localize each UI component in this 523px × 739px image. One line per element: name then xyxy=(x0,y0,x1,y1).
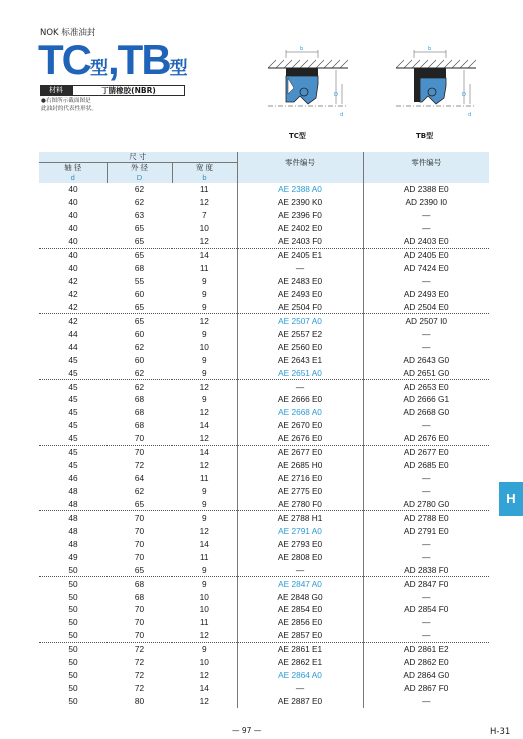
shaft-cell: 45 xyxy=(39,380,107,393)
model-tb: TB xyxy=(117,36,170,83)
width-cell: 9 xyxy=(201,328,207,339)
table-row xyxy=(39,682,489,695)
shaft-cell: 50 xyxy=(68,564,78,575)
shaft-cell: 50 xyxy=(68,657,78,668)
table-row xyxy=(39,209,489,222)
outer-cell: 68 xyxy=(134,407,145,418)
outer-cell: 68 xyxy=(134,263,145,274)
table-row xyxy=(39,353,489,366)
shaft-cell: 42 xyxy=(39,314,107,327)
width-cell: 10 xyxy=(199,591,209,602)
width-cell: 11 xyxy=(199,551,209,562)
outer-cell: 72 xyxy=(134,670,145,681)
outer-cell: 65 xyxy=(134,236,145,247)
note-line-1: ●右图所示截面图是 xyxy=(41,98,91,104)
tc-dim-D: D xyxy=(334,92,338,98)
shaft-cell: 45 xyxy=(68,367,78,378)
shaft-cell: 42 xyxy=(68,276,78,287)
model-tc: TC xyxy=(38,36,90,83)
table-row xyxy=(39,459,489,472)
shaft-cell: 44 xyxy=(68,328,78,339)
tc-dim-d: d xyxy=(340,112,344,118)
table-row xyxy=(39,445,489,458)
width-cell: 12 xyxy=(199,407,209,418)
outer-cell: 68 xyxy=(107,577,172,590)
tb-part-cell: AD 2791 E0 xyxy=(363,524,489,537)
width-cell: 9 xyxy=(201,564,207,575)
tc-part-cell: — xyxy=(237,563,363,576)
tc-part-cell: — xyxy=(237,682,363,695)
tc-part-header: 零件编号 xyxy=(237,152,363,173)
type-char-1: 型 xyxy=(90,58,108,78)
table-row xyxy=(39,340,489,353)
tb-part-cell: AD 2507 I0 xyxy=(363,314,489,327)
shaft-cell: 50 xyxy=(39,642,107,655)
shaft-cell: 40 xyxy=(68,236,78,247)
tc-part-cell: AE 2847 A0 xyxy=(237,577,363,590)
table-row xyxy=(39,248,489,261)
table-row xyxy=(39,406,489,419)
width-cell: 12 xyxy=(199,460,209,471)
tb-part-cell: — xyxy=(363,275,489,288)
table-row xyxy=(39,275,489,288)
outer-cell: 70 xyxy=(134,525,145,536)
tc-part-cell: AE 2643 E1 xyxy=(237,353,363,366)
tb-part-cell: AD 2405 E0 xyxy=(363,248,489,261)
tc-part-cell: AE 2557 E2 xyxy=(237,327,363,340)
tb-part-cell: AD 2847 F0 xyxy=(363,577,489,590)
width-cell: 9 xyxy=(172,642,237,655)
width-cell: 14 xyxy=(172,248,237,261)
width-cell: 12 xyxy=(172,314,237,327)
shaft-cell: 40 xyxy=(39,248,107,261)
tc-part-cell: AE 2716 E0 xyxy=(237,472,363,485)
outer-cell: 70 xyxy=(134,551,145,562)
outer-cell: 80 xyxy=(134,696,145,707)
width-cell: 7 xyxy=(201,210,207,221)
outer-cell: 65 xyxy=(134,223,145,234)
tc-part-cell: AE 2668 A0 xyxy=(237,406,363,419)
shaft-cell: 48 xyxy=(68,525,78,536)
table-row xyxy=(39,616,489,629)
outer-cell: 65 xyxy=(134,301,145,312)
tb-part-cell: AD 2403 E0 xyxy=(363,235,489,248)
table-row xyxy=(39,669,489,682)
tc-part-cell: AE 2388 A0 xyxy=(237,183,363,196)
width-cell: 14 xyxy=(199,538,209,549)
table-row xyxy=(39,577,489,590)
note-line-2: 此油封的代表性形状。 xyxy=(41,105,97,112)
type-char-2: 型 xyxy=(169,58,188,78)
outer-cell: 72 xyxy=(134,460,145,471)
table-row xyxy=(39,419,489,432)
tb-part-cell: — xyxy=(363,340,489,353)
shaft-cell: 45 xyxy=(39,445,107,458)
shaft-cell: 48 xyxy=(68,498,78,509)
shaft-cell: 48 xyxy=(68,538,78,549)
outer-cell: 64 xyxy=(134,473,145,484)
width-cell: 10 xyxy=(199,223,209,234)
shaft-cell: 48 xyxy=(39,511,107,524)
tb-caption: TB型 xyxy=(416,132,434,140)
tc-part-cell: AE 2493 E0 xyxy=(237,288,363,301)
tc-part-cell: AE 2403 F0 xyxy=(237,235,363,248)
tc-caption: TC型 xyxy=(289,132,306,140)
outer-cell: 68 xyxy=(134,394,145,405)
tc-part-cell: AE 2775 E0 xyxy=(237,485,363,498)
tc-part-cell: — xyxy=(237,262,363,275)
tb-part-cell: AD 2861 E2 xyxy=(363,642,489,655)
width-cell: 10 xyxy=(199,657,209,668)
outer-cell: 68 xyxy=(134,420,145,431)
outer-cell: 70 xyxy=(134,604,145,615)
width-cell: 9 xyxy=(201,301,207,312)
tb-part-cell: AD 2854 F0 xyxy=(363,603,489,616)
shaft-cell: 40 xyxy=(68,184,78,195)
outer-cell: 65 xyxy=(134,498,145,509)
tc-part-cell: — xyxy=(237,380,363,393)
outer-cell: 62 xyxy=(134,184,145,195)
outer-cell: 63 xyxy=(134,210,145,221)
width-cell: 9 xyxy=(201,486,207,497)
outer-cell: 62 xyxy=(107,380,172,393)
width-cell: 12 xyxy=(172,380,237,393)
tc-part-cell: AE 2670 E0 xyxy=(237,419,363,432)
tb-part-cell: AD 2838 F0 xyxy=(363,563,489,576)
shaft-cell: 50 xyxy=(68,617,78,628)
table-row xyxy=(39,563,489,576)
table-row xyxy=(39,472,489,485)
tc-part-cell: AE 2861 E1 xyxy=(237,642,363,655)
outer-cell: 65 xyxy=(107,314,172,327)
tb-part-cell: — xyxy=(363,485,489,498)
tb-part-cell: — xyxy=(363,695,489,708)
width-cell: 11 xyxy=(199,617,209,628)
tc-part-cell: AE 2808 E0 xyxy=(237,550,363,563)
outer-cell: 60 xyxy=(134,328,145,339)
outer-cell: 72 xyxy=(134,657,145,668)
width-header: 宽 度 xyxy=(172,163,237,174)
shaft-cell: 45 xyxy=(68,407,78,418)
tb-part-cell: AD 7424 E0 xyxy=(363,262,489,275)
tb-part-cell: AD 2504 E0 xyxy=(363,300,489,313)
outer-cell: 70 xyxy=(134,433,145,444)
tc-part-cell: AE 2854 E0 xyxy=(237,603,363,616)
tc-part-cell: AE 2677 E0 xyxy=(237,445,363,458)
table-row xyxy=(39,524,489,537)
outer-cell: 72 xyxy=(134,683,145,694)
outer-cell: 60 xyxy=(134,354,145,365)
tb-part-cell: AD 2653 E0 xyxy=(363,380,489,393)
tc-part-cell: AE 2402 E0 xyxy=(237,222,363,235)
tb-part-cell: — xyxy=(363,590,489,603)
table-row xyxy=(39,380,489,393)
width-symbol: b xyxy=(172,173,237,183)
table-row xyxy=(39,498,489,511)
shaft-cell: 40 xyxy=(68,223,78,234)
outer-cell: 62 xyxy=(134,486,145,497)
outer-cell: 62 xyxy=(134,367,145,378)
tb-part-cell: AD 2685 E0 xyxy=(363,459,489,472)
table-row xyxy=(39,314,489,327)
outer-symbol: D xyxy=(107,173,172,183)
width-cell: 10 xyxy=(199,604,209,615)
outer-cell: 62 xyxy=(134,341,145,352)
brand-label: NOK 标准油封 xyxy=(40,28,96,38)
width-cell: 9 xyxy=(201,394,207,405)
tb-part-cell: AD 2666 G1 xyxy=(363,393,489,406)
table-row xyxy=(39,642,489,655)
shaft-cell: 40 xyxy=(68,197,78,208)
table-row xyxy=(39,485,489,498)
tb-part-cell: AD 2677 E0 xyxy=(363,445,489,458)
shaft-cell: 42 xyxy=(68,301,78,312)
tb-dim-d: d xyxy=(468,112,472,118)
tb-part-cell: AD 2780 G0 xyxy=(363,498,489,511)
shaft-cell: 50 xyxy=(68,591,78,602)
tb-part-cell: AD 2388 E0 xyxy=(363,183,489,196)
tc-part-cell: AE 2666 E0 xyxy=(237,393,363,406)
model-comma: , xyxy=(108,36,118,83)
table-row xyxy=(39,327,489,340)
tb-dim-D: D xyxy=(462,92,466,98)
shaft-symbol: d xyxy=(39,173,107,183)
tc-part-cell: AE 2887 E0 xyxy=(237,695,363,708)
tb-part-cell: — xyxy=(363,209,489,222)
table-row xyxy=(39,537,489,550)
tb-part-cell: AD 2864 G0 xyxy=(363,669,489,682)
width-cell: 12 xyxy=(199,670,209,681)
width-cell: 11 xyxy=(199,263,209,274)
width-cell: 12 xyxy=(199,433,209,444)
section-tab-h[interactable]: H xyxy=(499,482,523,516)
shaft-cell: 45 xyxy=(68,394,78,405)
tb-part-cell: — xyxy=(363,222,489,235)
tb-seal-drawing xyxy=(392,44,482,130)
shaft-cell: 45 xyxy=(68,354,78,365)
width-cell: 9 xyxy=(201,288,207,299)
table-row xyxy=(39,550,489,563)
width-cell: 9 xyxy=(172,577,237,590)
tc-part-cell: AE 2857 E0 xyxy=(237,629,363,642)
tb-part-header: 零件编号 xyxy=(363,152,489,173)
tb-dim-b: b xyxy=(428,46,432,52)
table-row xyxy=(39,393,489,406)
tc-part-cell: AE 2507 A0 xyxy=(237,314,363,327)
tc-part-cell: AE 2848 G0 xyxy=(237,590,363,603)
tb-part-cell: — xyxy=(363,419,489,432)
tc-part-cell: AE 2685 H0 xyxy=(237,459,363,472)
shaft-cell: 45 xyxy=(68,433,78,444)
outer-cell: 65 xyxy=(134,564,145,575)
tc-part-cell: AE 2483 E0 xyxy=(237,275,363,288)
outer-cell: 60 xyxy=(134,288,145,299)
tb-part-cell: AD 2493 E0 xyxy=(363,288,489,301)
material-row xyxy=(40,85,185,96)
shaft-cell: 40 xyxy=(68,263,78,274)
table-row xyxy=(39,695,489,708)
tb-part-cell: — xyxy=(363,616,489,629)
size-group-header: 尺 寸 xyxy=(39,152,237,163)
spec-table xyxy=(39,152,489,708)
tc-dim-b: b xyxy=(300,46,304,52)
tb-part-cell: AD 2668 G0 xyxy=(363,406,489,419)
shaft-cell: 44 xyxy=(68,341,78,352)
width-cell: 14 xyxy=(199,420,209,431)
tc-part-cell: AE 2651 A0 xyxy=(237,366,363,379)
tc-part-cell: AE 2390 K0 xyxy=(237,196,363,209)
shaft-cell: 50 xyxy=(68,696,78,707)
width-cell: 9 xyxy=(201,276,207,287)
width-cell: 9 xyxy=(201,367,207,378)
table-row xyxy=(39,656,489,669)
table-row xyxy=(39,235,489,248)
shaft-header: 轴 径 xyxy=(39,163,107,174)
width-cell: 12 xyxy=(199,197,209,208)
width-cell: 11 xyxy=(199,184,209,195)
outer-cell: 70 xyxy=(134,617,145,628)
tc-part-cell: AE 2793 E0 xyxy=(237,537,363,550)
page-number: — 97 — xyxy=(232,726,262,735)
shaft-cell: 46 xyxy=(68,473,78,484)
tc-part-cell: AE 2788 H1 xyxy=(237,511,363,524)
tc-part-cell: AE 2405 E1 xyxy=(237,248,363,261)
section-note xyxy=(41,98,97,113)
outer-cell: 55 xyxy=(134,276,145,287)
width-cell: 9 xyxy=(172,511,237,524)
material-label: 材料 xyxy=(40,85,72,96)
tc-part-cell: AE 2791 A0 xyxy=(237,524,363,537)
outer-cell: 72 xyxy=(107,642,172,655)
shaft-cell: 50 xyxy=(68,683,78,694)
table-row xyxy=(39,432,489,445)
tc-part-cell: AE 2504 F0 xyxy=(237,300,363,313)
width-cell: 12 xyxy=(199,525,209,536)
tb-part-cell: AD 2862 E0 xyxy=(363,656,489,669)
outer-cell: 70 xyxy=(107,511,172,524)
outer-cell: 62 xyxy=(134,197,145,208)
shaft-cell: 49 xyxy=(68,551,78,562)
shaft-cell: 48 xyxy=(68,486,78,497)
width-cell: 14 xyxy=(199,683,209,694)
tc-part-cell: AE 2780 F0 xyxy=(237,498,363,511)
tb-part-cell: AD 2651 G0 xyxy=(363,366,489,379)
shaft-cell: 50 xyxy=(68,604,78,615)
width-cell: 14 xyxy=(172,445,237,458)
shaft-cell: 45 xyxy=(68,460,78,471)
tc-part-cell: AE 2676 E0 xyxy=(237,432,363,445)
shaft-cell: 50 xyxy=(68,630,78,641)
tb-part-cell: — xyxy=(363,537,489,550)
tc-part-cell: AE 2560 E0 xyxy=(237,340,363,353)
tb-part-cell: — xyxy=(363,472,489,485)
table-row xyxy=(39,590,489,603)
model-title xyxy=(38,36,188,86)
width-cell: 11 xyxy=(199,473,209,484)
tc-seal-drawing xyxy=(264,44,354,130)
material-value: 丁腈橡胶(NBR) xyxy=(72,85,185,96)
shaft-cell: 42 xyxy=(68,288,78,299)
table-row xyxy=(39,222,489,235)
page-code: H-31 xyxy=(490,727,511,737)
shaft-cell: 40 xyxy=(68,210,78,221)
tb-part-cell: AD 2390 I0 xyxy=(363,196,489,209)
width-cell: 9 xyxy=(201,498,207,509)
table-row xyxy=(39,288,489,301)
shaft-cell: 50 xyxy=(68,670,78,681)
tb-part-cell: AD 2867 F0 xyxy=(363,682,489,695)
width-cell: 12 xyxy=(199,236,209,247)
table-row xyxy=(39,300,489,313)
tc-part-cell: AE 2856 E0 xyxy=(237,616,363,629)
shaft-cell: 45 xyxy=(68,420,78,431)
width-cell: 9 xyxy=(201,354,207,365)
table-row xyxy=(39,511,489,524)
tb-part-cell: — xyxy=(363,550,489,563)
tb-part-cell: AD 2676 E0 xyxy=(363,432,489,445)
outer-cell: 70 xyxy=(134,630,145,641)
table-row xyxy=(39,183,489,196)
table-row xyxy=(39,366,489,379)
width-cell: 12 xyxy=(199,630,209,641)
table-row xyxy=(39,262,489,275)
outer-header: 外 径 xyxy=(107,163,172,174)
shaft-cell: 50 xyxy=(39,577,107,590)
outer-cell: 65 xyxy=(107,248,172,261)
outer-cell: 70 xyxy=(107,445,172,458)
outer-cell: 68 xyxy=(134,591,145,602)
tb-part-cell: — xyxy=(363,629,489,642)
outer-cell: 70 xyxy=(134,538,145,549)
table-row xyxy=(39,603,489,616)
tc-part-cell: AE 2396 F0 xyxy=(237,209,363,222)
tb-part-cell: — xyxy=(363,327,489,340)
tb-part-cell: AD 2788 E0 xyxy=(363,511,489,524)
table-row xyxy=(39,629,489,642)
tc-part-cell: AE 2864 A0 xyxy=(237,669,363,682)
table-row xyxy=(39,196,489,209)
width-cell: 12 xyxy=(199,696,209,707)
tc-part-cell: AE 2862 E1 xyxy=(237,656,363,669)
tb-part-cell: AD 2643 G0 xyxy=(363,353,489,366)
width-cell: 10 xyxy=(199,341,209,352)
